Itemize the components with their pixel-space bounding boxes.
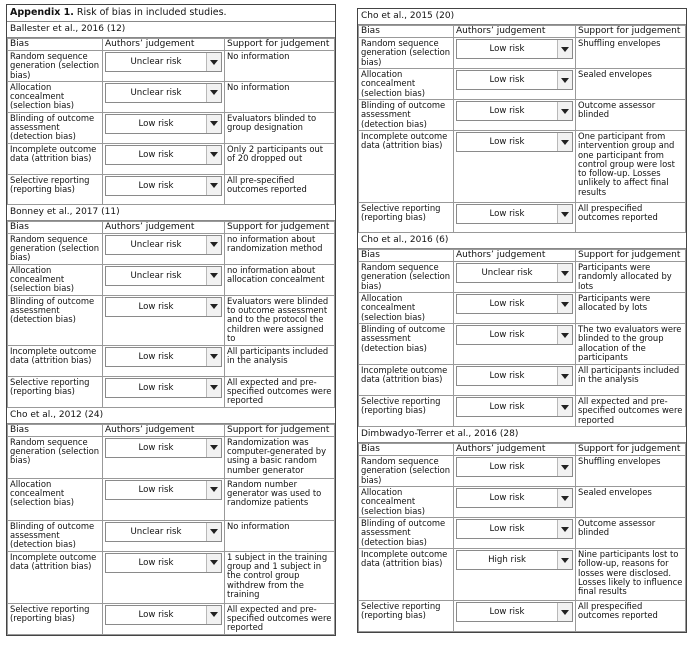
support-text: No information xyxy=(225,81,335,112)
header-row xyxy=(359,250,686,262)
support-text: Shuffling envelopes xyxy=(576,38,686,69)
bias-table xyxy=(358,249,686,427)
judgement-value: Low risk xyxy=(138,609,174,620)
judgement-cell xyxy=(454,69,576,100)
judgement-dropdown[interactable] xyxy=(105,553,222,573)
support-header: Support for judgement xyxy=(576,26,686,38)
judgement-value: Low risk xyxy=(138,180,174,191)
bias-domain: Allocation concealment (selection bias) xyxy=(8,81,103,112)
dropdown-button[interactable] xyxy=(557,102,572,120)
judgement-cell xyxy=(103,295,225,345)
judgement-dropdown[interactable] xyxy=(105,235,222,255)
judgement-cell xyxy=(454,293,576,324)
left-studies xyxy=(7,22,335,635)
judgement-dropdown[interactable] xyxy=(456,294,573,314)
judgement-value: Low risk xyxy=(489,299,525,309)
header-row xyxy=(8,39,335,51)
support-header: Support for judgement xyxy=(225,39,335,51)
bias-domain: Random sequence generation (selection bias) xyxy=(359,38,454,69)
bias-domain: Random sequence generation (selection bias) xyxy=(8,436,103,478)
appendix-label: Appendix 1. xyxy=(10,7,74,18)
judgement-dropdown[interactable] xyxy=(456,397,573,417)
support-text: no information about allocation concealment xyxy=(225,264,335,295)
dropdown-button[interactable] xyxy=(557,603,572,621)
header-row xyxy=(8,424,335,436)
bias-domain: Selective reporting (reporting bias) xyxy=(359,203,454,233)
judgement-value: Low risk xyxy=(138,301,174,312)
judgement-value: Low risk xyxy=(489,137,525,147)
table-row xyxy=(8,295,335,345)
judgement-cell xyxy=(454,487,576,518)
judgement-cell xyxy=(454,396,576,427)
table-row xyxy=(8,174,335,204)
judgement-dropdown[interactable] xyxy=(105,52,222,72)
dropdown-button[interactable] xyxy=(206,115,221,133)
chevron-down-icon xyxy=(210,273,218,278)
bias-domain: Allocation concealment (selection bias) xyxy=(359,69,454,100)
table-row xyxy=(8,143,335,174)
judgement-cell xyxy=(103,520,225,551)
chevron-down-icon xyxy=(561,333,569,338)
dropdown-button[interactable] xyxy=(206,554,221,572)
bias-header: Bias xyxy=(359,444,454,456)
table-row xyxy=(359,456,686,487)
bias-domain: Blinding of outcome assessment (detection bias) xyxy=(8,112,103,143)
table-row xyxy=(359,601,686,632)
support-text: no information about randomization method xyxy=(225,233,335,264)
judgement-value: Low risk xyxy=(489,371,525,381)
judgement-value: Low risk xyxy=(138,557,174,568)
table-row xyxy=(8,51,335,82)
study-title: Cho et al., 2012 (24) xyxy=(7,408,335,424)
dropdown-button[interactable] xyxy=(206,606,221,624)
support-text: Shuffling envelopes xyxy=(576,456,686,487)
support-text: The two evaluators were blinded to the group allocation of the participants xyxy=(576,324,686,365)
judgement-cell xyxy=(454,456,576,487)
support-text: All pre-specified outcomes reported xyxy=(225,174,335,204)
judgement-value: Low risk xyxy=(138,351,174,362)
table-row xyxy=(8,551,335,603)
chevron-down-icon xyxy=(210,445,218,450)
bias-header: Bias xyxy=(8,424,103,436)
judgement-value: Low risk xyxy=(489,330,525,340)
chevron-down-icon xyxy=(210,385,218,390)
judgement-dropdown[interactable] xyxy=(105,480,222,500)
dropdown-button[interactable] xyxy=(206,53,221,71)
bias-domain: Selective reporting (reporting bias) xyxy=(8,603,103,634)
header-row xyxy=(359,26,686,38)
support-text: All participants included in the analysis xyxy=(225,345,335,376)
study-title: Bonney et al., 2017 (11) xyxy=(7,205,335,221)
dropdown-button[interactable] xyxy=(557,520,572,538)
chevron-down-icon xyxy=(210,304,218,309)
chevron-down-icon xyxy=(210,612,218,617)
judgement-dropdown[interactable] xyxy=(105,83,222,103)
support-text: Outcome assessor blinded xyxy=(576,518,686,549)
table-row xyxy=(359,100,686,131)
bias-domain: Incomplete outcome data (attrition bias) xyxy=(359,131,454,203)
judgement-dropdown[interactable] xyxy=(105,297,222,317)
left-column xyxy=(6,4,336,636)
dropdown-button[interactable] xyxy=(206,267,221,285)
judgement-cell xyxy=(454,365,576,396)
judgement-cell xyxy=(454,324,576,365)
support-text: One participant from intervention group and one participant from control group were lost to follow-up. Losses unlikely to affect final results xyxy=(576,131,686,203)
dropdown-button[interactable] xyxy=(557,367,572,385)
chevron-down-icon xyxy=(210,242,218,247)
bias-domain: Selective reporting (reporting bias) xyxy=(359,396,454,427)
judgement-dropdown[interactable] xyxy=(456,488,573,508)
judgement-dropdown[interactable] xyxy=(105,145,222,165)
judgement-dropdown[interactable] xyxy=(105,114,222,134)
dropdown-button[interactable] xyxy=(206,146,221,164)
support-text: Evaluators blinded to group designation xyxy=(225,112,335,143)
judgement-value: Low risk xyxy=(489,402,525,412)
support-text: Random number generator was used to randomize patients xyxy=(225,478,335,520)
judgement-cell xyxy=(454,203,576,233)
judgement-dropdown[interactable] xyxy=(456,263,573,283)
table-row xyxy=(359,324,686,365)
judgement-cell xyxy=(103,174,225,204)
chevron-down-icon xyxy=(561,212,569,217)
study-title: Ballester et al., 2016 (12) xyxy=(7,22,335,38)
judgement-header: Authors’ judgement xyxy=(454,26,576,38)
bias-domain: Blinding of outcome assessment (detection bias) xyxy=(8,520,103,551)
support-text: Sealed envelopes xyxy=(576,487,686,518)
judgement-cell xyxy=(454,601,576,632)
support-text: Evaluators were blinded to outcome assessment and to the protocol the children were assigned to xyxy=(225,295,335,345)
judgement-dropdown[interactable] xyxy=(456,70,573,90)
table-row xyxy=(8,264,335,295)
dropdown-button[interactable] xyxy=(557,264,572,282)
judgement-cell xyxy=(103,264,225,295)
support-text: Participants were randomly allocated by lots xyxy=(576,262,686,293)
judgement-dropdown[interactable] xyxy=(105,605,222,625)
judgement-cell xyxy=(454,518,576,549)
support-text: No information xyxy=(225,520,335,551)
judgement-value: Unclear risk xyxy=(130,526,182,537)
judgement-cell xyxy=(103,436,225,478)
judgement-dropdown[interactable] xyxy=(105,347,222,367)
table-row xyxy=(359,38,686,69)
judgement-header: Authors’ judgement xyxy=(454,250,576,262)
judgement-dropdown[interactable] xyxy=(456,132,573,152)
bias-domain: Incomplete outcome data (attrition bias) xyxy=(359,549,454,601)
table-row xyxy=(8,112,335,143)
header-row xyxy=(8,221,335,233)
bias-domain: Selective reporting (reporting bias) xyxy=(8,376,103,407)
judgement-header: Authors’ judgement xyxy=(103,39,225,51)
support-header: Support for judgement xyxy=(225,424,335,436)
support-header: Support for judgement xyxy=(576,250,686,262)
chevron-down-icon xyxy=(210,121,218,126)
chevron-down-icon xyxy=(561,302,569,307)
support-text: All expected and pre-specified outcomes were reported xyxy=(576,396,686,427)
chevron-down-icon xyxy=(561,558,569,563)
chevron-down-icon xyxy=(561,140,569,145)
judgement-value: Unclear risk xyxy=(481,268,533,278)
bias-header: Bias xyxy=(359,26,454,38)
judgement-dropdown[interactable] xyxy=(456,457,573,477)
chevron-down-icon xyxy=(561,109,569,114)
table-row xyxy=(359,203,686,233)
judgement-value: Unclear risk xyxy=(130,239,182,250)
table-row xyxy=(8,345,335,376)
dropdown-button[interactable] xyxy=(206,84,221,102)
dropdown-button[interactable] xyxy=(557,133,572,151)
bias-domain: Allocation concealment (selection bias) xyxy=(8,264,103,295)
bias-domain: Allocation concealment (selection bias) xyxy=(359,293,454,324)
dropdown-button[interactable] xyxy=(557,40,572,58)
table-row xyxy=(8,233,335,264)
chevron-down-icon xyxy=(210,152,218,157)
judgement-cell xyxy=(454,262,576,293)
judgement-value: Low risk xyxy=(138,118,174,129)
study-title: Cho et al., 2016 (6) xyxy=(358,233,686,249)
support-text: 1 subject in the training group and 1 subject in the control group withdrew from the training xyxy=(225,551,335,603)
table-row xyxy=(359,131,686,203)
bias-domain: Blinding of outcome assessment (detection bias) xyxy=(359,100,454,131)
judgement-value: Low risk xyxy=(489,607,525,617)
support-text: All prespecified outcomes reported xyxy=(576,601,686,632)
judgement-value: Low risk xyxy=(138,442,174,453)
judgement-cell xyxy=(103,376,225,407)
dropdown-button[interactable] xyxy=(206,236,221,254)
judgement-value: Low risk xyxy=(489,209,525,219)
judgement-cell xyxy=(103,603,225,634)
bias-domain: Allocation concealment (selection bias) xyxy=(8,478,103,520)
judgement-header: Authors’ judgement xyxy=(103,424,225,436)
judgement-cell xyxy=(103,233,225,264)
bias-domain: Random sequence generation (selection bias) xyxy=(359,456,454,487)
judgement-dropdown[interactable] xyxy=(456,366,573,386)
chevron-down-icon xyxy=(561,610,569,615)
dropdown-button[interactable] xyxy=(206,481,221,499)
bias-table xyxy=(358,25,686,233)
judgement-dropdown[interactable] xyxy=(456,39,573,59)
chevron-down-icon xyxy=(561,465,569,470)
table-row xyxy=(359,396,686,427)
dropdown-button[interactable] xyxy=(557,295,572,313)
chevron-down-icon xyxy=(210,183,218,188)
support-text: Randomization was computer-generated by using a basic random number generator xyxy=(225,436,335,478)
judgement-dropdown[interactable] xyxy=(456,519,573,539)
chevron-down-icon xyxy=(210,529,218,534)
bias-table xyxy=(358,443,686,632)
table-row xyxy=(8,436,335,478)
bias-table xyxy=(7,424,335,635)
bias-header: Bias xyxy=(8,39,103,51)
judgement-cell xyxy=(103,81,225,112)
right-studies xyxy=(358,9,686,632)
support-text: No information xyxy=(225,51,335,82)
chevron-down-icon xyxy=(561,47,569,52)
table-row xyxy=(8,603,335,634)
dropdown-button[interactable] xyxy=(557,489,572,507)
bias-domain: Blinding of outcome assessment (detection bias) xyxy=(359,324,454,365)
support-text: All prespecified outcomes reported xyxy=(576,203,686,233)
table-row xyxy=(359,293,686,324)
chevron-down-icon xyxy=(561,527,569,532)
judgement-dropdown[interactable] xyxy=(105,522,222,542)
bias-header: Bias xyxy=(8,221,103,233)
bias-domain: Incomplete outcome data (attrition bias) xyxy=(8,143,103,174)
judgement-value: Low risk xyxy=(138,484,174,495)
bias-table xyxy=(7,221,335,408)
judgement-value: Low risk xyxy=(489,44,525,54)
support-text: Only 2 participants out of 20 dropped out xyxy=(225,143,335,174)
chevron-down-icon xyxy=(210,90,218,95)
judgement-dropdown[interactable] xyxy=(105,266,222,286)
judgement-value: Low risk xyxy=(489,493,525,503)
judgement-value: Unclear risk xyxy=(130,87,182,98)
bias-domain: Incomplete outcome data (attrition bias) xyxy=(8,551,103,603)
bias-header: Bias xyxy=(359,250,454,262)
chevron-down-icon xyxy=(210,60,218,65)
chevron-down-icon xyxy=(561,78,569,83)
judgement-dropdown[interactable] xyxy=(105,438,222,458)
judgement-value: Low risk xyxy=(489,106,525,116)
support-text: Outcome assessor blinded xyxy=(576,100,686,131)
judgement-cell xyxy=(103,143,225,174)
chevron-down-icon xyxy=(210,560,218,565)
support-header: Support for judgement xyxy=(225,221,335,233)
bias-domain: Blinding of outcome assessment (detection bias) xyxy=(8,295,103,345)
dropdown-button[interactable] xyxy=(206,298,221,316)
judgement-dropdown[interactable] xyxy=(105,176,222,196)
dropdown-button[interactable] xyxy=(206,379,221,397)
judgement-value: Unclear risk xyxy=(130,270,182,281)
support-text: All expected and pre-specified outcomes were reported xyxy=(225,376,335,407)
header-row xyxy=(359,444,686,456)
dropdown-button[interactable] xyxy=(206,439,221,457)
table-row xyxy=(8,81,335,112)
judgement-dropdown[interactable] xyxy=(456,101,573,121)
judgement-value: Low risk xyxy=(489,75,525,85)
chevron-down-icon xyxy=(210,487,218,492)
judgement-dropdown[interactable] xyxy=(456,602,573,622)
bias-domain: Allocation concealment (selection bias) xyxy=(359,487,454,518)
support-header: Support for judgement xyxy=(576,444,686,456)
appendix-title xyxy=(7,5,335,22)
table-row xyxy=(359,365,686,396)
bias-domain: Random sequence generation (selection bias) xyxy=(359,262,454,293)
chevron-down-icon xyxy=(210,354,218,359)
support-text: Participants were allocated by lots xyxy=(576,293,686,324)
table-row xyxy=(8,376,335,407)
judgement-dropdown[interactable] xyxy=(456,204,573,224)
judgement-value: Low risk xyxy=(138,149,174,160)
judgement-value: Low risk xyxy=(489,524,525,534)
bias-domain: Incomplete outcome data (attrition bias) xyxy=(359,365,454,396)
support-text: All expected and pre-specified outcomes were reported xyxy=(225,603,335,634)
bias-table xyxy=(7,38,335,205)
table-row xyxy=(359,69,686,100)
judgement-cell xyxy=(454,549,576,601)
judgement-cell xyxy=(103,478,225,520)
dropdown-button[interactable] xyxy=(206,348,221,366)
appendix-caption: Risk of bias in included studies. xyxy=(73,7,227,18)
judgement-header: Authors’ judgement xyxy=(103,221,225,233)
judgement-dropdown[interactable] xyxy=(105,378,222,398)
judgement-cell xyxy=(103,345,225,376)
chevron-down-icon xyxy=(561,374,569,379)
judgement-value: Low risk xyxy=(138,382,174,393)
bias-domain: Incomplete outcome data (attrition bias) xyxy=(8,345,103,376)
judgement-cell xyxy=(103,112,225,143)
chevron-down-icon xyxy=(561,271,569,276)
dropdown-button[interactable] xyxy=(206,177,221,195)
chevron-down-icon xyxy=(561,405,569,410)
dropdown-button[interactable] xyxy=(557,71,572,89)
dropdown-button[interactable] xyxy=(206,523,221,541)
table-row xyxy=(359,549,686,601)
judgement-value: Low risk xyxy=(489,462,525,472)
chevron-down-icon xyxy=(561,496,569,501)
judgement-cell xyxy=(454,131,576,203)
dropdown-button[interactable] xyxy=(557,326,572,344)
judgement-dropdown[interactable] xyxy=(456,550,573,570)
bias-domain: Selective reporting (reporting bias) xyxy=(8,174,103,204)
bias-domain: Random sequence generation (selection bias) xyxy=(8,233,103,264)
dropdown-button[interactable] xyxy=(557,398,572,416)
judgement-value: High risk xyxy=(488,555,526,565)
study-title: Cho et al., 2015 (20) xyxy=(358,9,686,25)
table-row xyxy=(359,518,686,549)
bias-domain: Selective reporting (reporting bias) xyxy=(359,601,454,632)
dropdown-button[interactable] xyxy=(557,551,572,569)
judgement-value: Unclear risk xyxy=(130,57,182,67)
bias-domain: Blinding of outcome assessment (detection bias) xyxy=(359,518,454,549)
bias-domain: Random sequence generation (selection bias) xyxy=(8,51,103,82)
table-row xyxy=(359,487,686,518)
judgement-cell xyxy=(103,51,225,82)
table-row xyxy=(359,262,686,293)
judgement-cell xyxy=(454,100,576,131)
dropdown-button[interactable] xyxy=(557,205,572,223)
study-title: Dimbwadyo-Terrer et al., 2016 (28) xyxy=(358,427,686,443)
dropdown-button[interactable] xyxy=(557,458,572,476)
judgement-header: Authors’ judgement xyxy=(454,444,576,456)
right-column xyxy=(357,8,687,633)
table-row xyxy=(8,520,335,551)
support-text: Nine participants lost to follow-up, reasons for losses were disclosed. Losses likely to influence final results xyxy=(576,549,686,601)
judgement-dropdown[interactable] xyxy=(456,325,573,345)
support-text: Sealed envelopes xyxy=(576,69,686,100)
judgement-cell xyxy=(454,38,576,69)
support-text: All participants included in the analysis xyxy=(576,365,686,396)
table-row xyxy=(8,478,335,520)
judgement-cell xyxy=(103,551,225,603)
